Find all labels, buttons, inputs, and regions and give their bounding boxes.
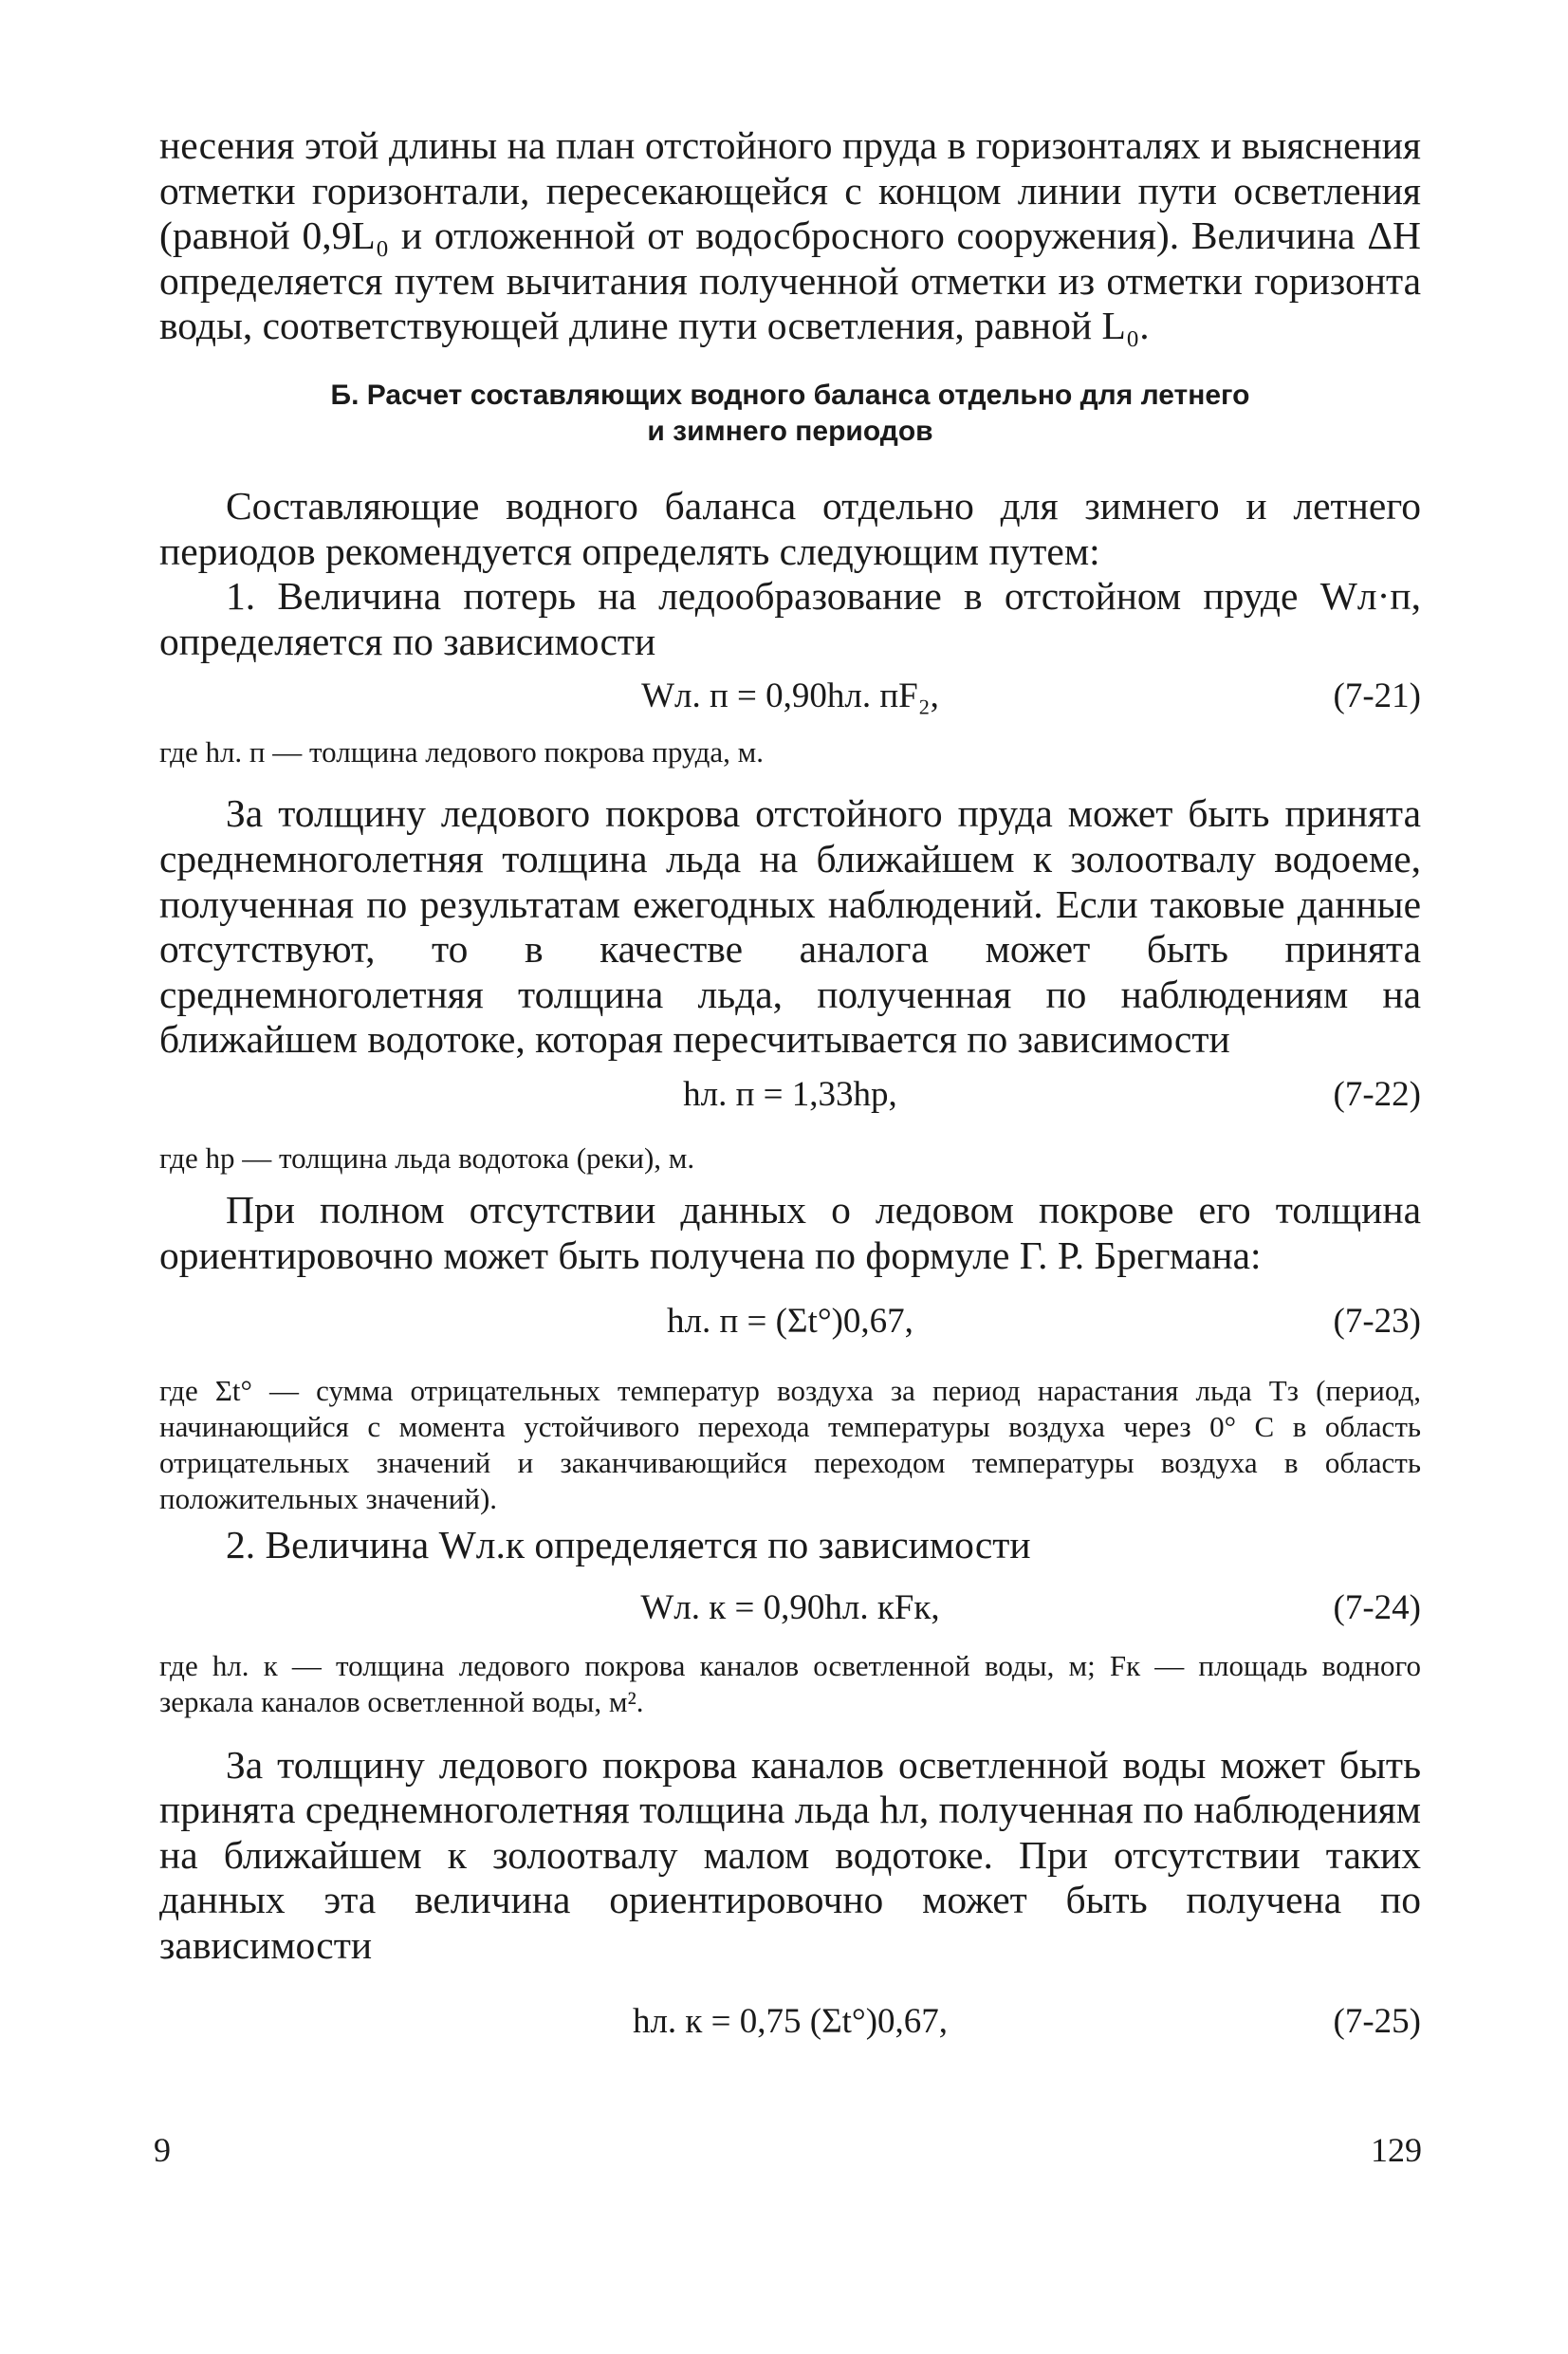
formula-number: (7-25) [1333,2001,1421,2041]
section-title [159,378,1421,450]
where-7-22: где hр — толщина льда водотока (реки), м. [159,1140,695,1175]
paragraph-ice-thickness: За толщину ледового покрова отстойного пруда может быть принята среднемноголетняя толщина льда на ближайшем к золоотвалу водоеме, полученная по результатам ежегодных наблюдений. Если таковые данные отсутствуют, то в качестве аналога может быть принята среднемноголетняя толщина льда, полученная по наблюдениям на ближайшем водотоке, которая пересчитывается по зависимости [159,791,1421,1062]
page-number: 129 [1371,2131,1422,2169]
paragraph-intro: Составляющие водного баланса отдельно для зимнего и летнего периодов рекомендуется определять следующим путем: [159,483,1421,573]
where-7-21: где hл. п — толщина ледового покрова пруда, м. [159,735,764,769]
formula-expression: Wл. п = 0,90hл. пF₂, [641,677,939,716]
item-2: 2. Величина Wл.к определяется по зависимости [226,1523,1031,1567]
formula-7-21 [159,664,1421,729]
book-page [159,123,1421,2054]
item-1: 1. Величина потерь на ледообразование в отстойном пруде Wл·п, определяется по зависимости [159,574,1421,663]
where-7-23: где Σt° — сумма отрицательных температур воздуха за период нарастания льда Tз (период, начинающийся с момента устойчивого перехода температуры воздуха через 0° С в область отрицательных значений и заканчивающийся переходом температуры воздуха в область положительных значений). [159,1374,1421,1516]
section-title-line-1: Б. Расчет составляющих водного баланса отдельно для летнего [330,379,1250,411]
paragraph-top: несения этой длины на план отстойного пруда в горизонталях и выяснения отметки горизонтали, пересекающейся с концом линии пути осветления (равной 0,9L₀ и отложенной от водосбросного сооружения). Величина ΔH определяется путем вычитания полученной отметки из отметки горизонта воды, соответствующей длине пути осветления, равной L₀. [159,123,1421,348]
formula-7-25 [159,1990,1421,2054]
paragraph-bregman: При полном отсутствии данных о ледовом покрове его толщина ориентировочно может быть получена по формуле Г. Р. Брегмана: [159,1187,1421,1277]
formula-7-23 [159,1289,1421,1354]
where-7-24: где hл. к — толщина ледового покрова каналов осветленной воды, м; Fк — площадь водного зеркала каналов осветленной воды, м². [159,1648,1421,1718]
formula-expression: Wл. к = 0,90hл. кFк, [640,1587,940,1627]
formula-expression: hл. п = 1,33hр, [683,1074,897,1114]
formula-number: (7-21) [1333,677,1421,716]
formula-number: (7-22) [1333,1074,1421,1114]
paragraph-channels: За толщину ледового покрова каналов осветленной воды может быть принята среднемноголетняя толщина льда hл, полученная по наблюдениям на ближайшем к золоотвалу малом водотоке. При отсутствии таких данных эта величина ориентировочно может быть получена по зависимости [159,1742,1421,1968]
formula-number: (7-23) [1333,1302,1421,1342]
formula-number: (7-24) [1333,1587,1421,1627]
formula-expression: hл. к = 0,75 (Σt°)0,67, [632,2001,949,2041]
section-title-line-2: и зимнего периодов [647,415,933,447]
signature-mark: 9 [154,2131,171,2169]
formula-expression: hл. п = (Σt°)0,67, [667,1302,913,1342]
formula-7-24 [159,1576,1421,1640]
formula-7-22 [159,1063,1421,1127]
